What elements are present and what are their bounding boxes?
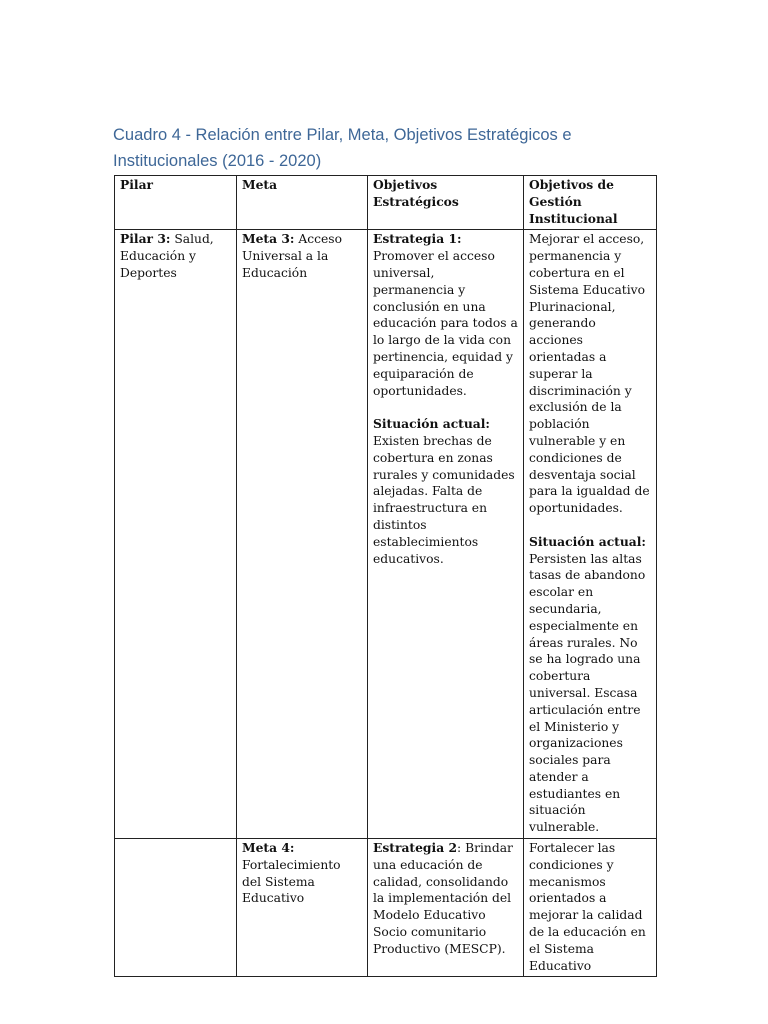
header-objetivos-gestion: Objetivos de Gestión Institucional: [524, 176, 657, 230]
pilar-text: Salud, Educación y Deportes: [120, 232, 214, 280]
cell-gestion: [524, 839, 657, 977]
situacion-label: Situación actual:: [373, 416, 490, 432]
gestion-situacion-text: Persisten las altas tasas de abandono escolar en secundaria, especialmente en áreas rurales. No se ha logrado una cobertura universal. Escasa articulación entre el Ministerio y organizaciones sociales para atender a estudiantes en situación vulnerable.: [529, 551, 646, 835]
table-row: [115, 230, 657, 839]
header-objetivos-estrategicos: Objetivos Estratégicos: [368, 176, 524, 230]
estrategia-text: : Brindar una educación de calidad, consolidando la implementación del Modelo Educativo Socio comunitario Productivo (MESCP).: [373, 841, 513, 956]
estrategia-text: Promover el acceso universal, permanencia y conclusión en una educación para todos a lo largo de la vida con pertinencia, equidad y equiparación de oportunidades.: [373, 249, 518, 398]
gestion-situacion-label: Situación actual:: [529, 533, 646, 549]
meta-label: Meta 4:: [242, 840, 295, 856]
meta-text: Fortalecimiento del Sistema Educativo: [242, 857, 341, 906]
relation-table: [114, 175, 657, 977]
estrategia-label: Estrategia 1:: [373, 231, 462, 247]
estrategia-label: Estrategia 2: [373, 840, 458, 856]
cell-estrategia: [368, 839, 524, 977]
cell-pilar: [115, 839, 237, 977]
meta-text: Acceso Universal a la Educación: [242, 232, 343, 280]
gestion-text: Mejorar el acceso, permanencia y cobertura en el Sistema Educativo Plurinacional, generando acciones orientadas a superar la discriminación y exclusión de la población vulnerable y en condiciones de desventaja social para la igualdad de oportunidades.: [529, 232, 650, 516]
cell-meta: [237, 230, 368, 839]
caption-line-1: Cuadro 4 - Relación entre Pilar, Meta, Objetivos Estratégicos e: [113, 126, 572, 144]
table-header-row: [115, 176, 657, 230]
table-caption: [113, 122, 673, 174]
cell-estrategia: [368, 230, 524, 839]
gestion-text: Fortalecer las condiciones y mecanismos orientados a mejorar la calidad de la educación en el Sistema Educativo: [529, 841, 646, 973]
header-meta: Meta: [237, 176, 368, 230]
header-pilar: Pilar: [115, 176, 237, 230]
situacion-text: Existen brechas de cobertura en zonas rurales y comunidades alejadas. Falta de infraestructura en distintos establecimientos educativos.: [373, 433, 515, 566]
caption-line-2: Institucionales (2016 - 2020): [113, 152, 322, 170]
cell-pilar: [115, 230, 237, 839]
pilar-label: Pilar 3:: [120, 231, 171, 247]
meta-label: Meta 3:: [242, 231, 295, 247]
cell-gestion: [524, 230, 657, 839]
cell-meta: [237, 839, 368, 977]
table-row: [115, 839, 657, 977]
